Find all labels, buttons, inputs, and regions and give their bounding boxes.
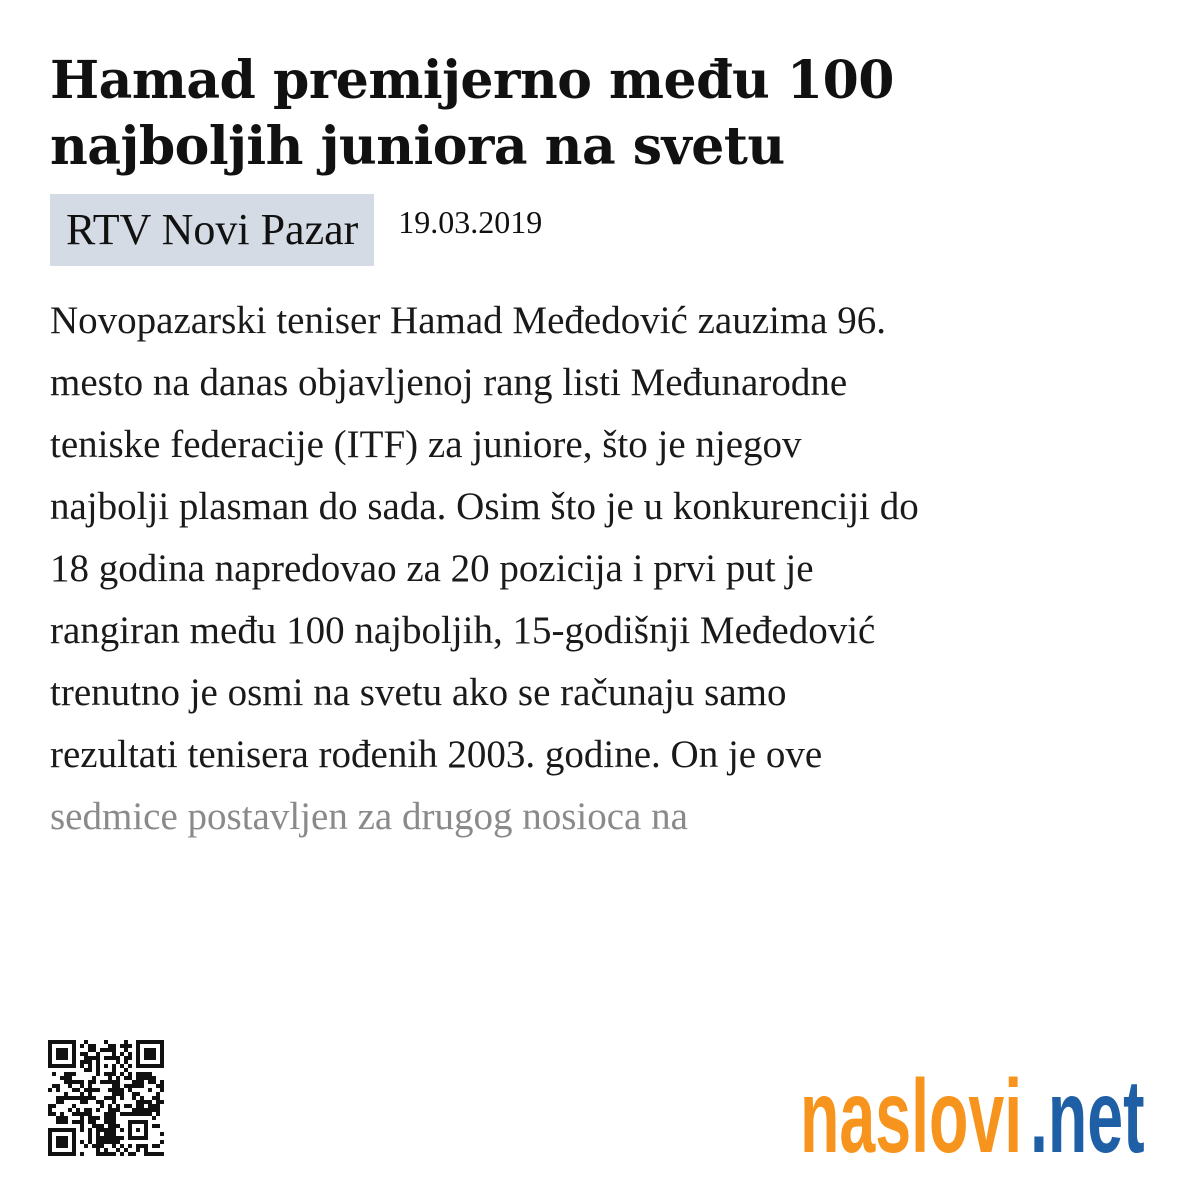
excerpt-line-faded: sedmice postavljen za drugog nosioca na [50, 795, 688, 838]
headline-line: Hamad premijerno među 100 [50, 50, 894, 111]
publish-date: 19.03.2019 [398, 204, 543, 240]
headline[interactable] [50, 48, 1160, 180]
excerpt-line: trenutno je osmi na svetu ako se računaju samo [50, 671, 787, 714]
logo-part-net: .net [1030, 1059, 1145, 1168]
article-card [50, 40, 1160, 850]
excerpt-line: najbolji plasman do sada. Osim što je u konkurenciji do [50, 485, 919, 528]
headline-line: najboljih juniora na svetu [50, 116, 785, 177]
qr-code-icon[interactable] [48, 1040, 164, 1156]
excerpt-line: 18 godina napredovao za 20 pozicija i prvi put je [50, 547, 814, 590]
article-excerpt [50, 290, 1160, 850]
excerpt-line: teniske federacije (ITF) za juniore, što je njegov [50, 423, 802, 466]
excerpt-line: rezultati tenisera rođenih 2003. godine. On je ove [50, 733, 823, 776]
excerpt-line: rangiran među 100 najboljih, 15-godišnji Međedović [50, 609, 876, 652]
article-meta [50, 194, 1160, 266]
source-badge[interactable]: RTV Novi Pazar [50, 194, 374, 266]
excerpt-line: Novopazarski teniser Hamad Međedović zauzima 96. [50, 299, 887, 342]
excerpt-line: mesto na danas objavljenoj rang listi Međunarodne [50, 361, 848, 404]
logo-part-naslovi: naslovi [800, 1059, 1023, 1168]
naslovi-net-logo[interactable] [800, 1058, 1172, 1168]
